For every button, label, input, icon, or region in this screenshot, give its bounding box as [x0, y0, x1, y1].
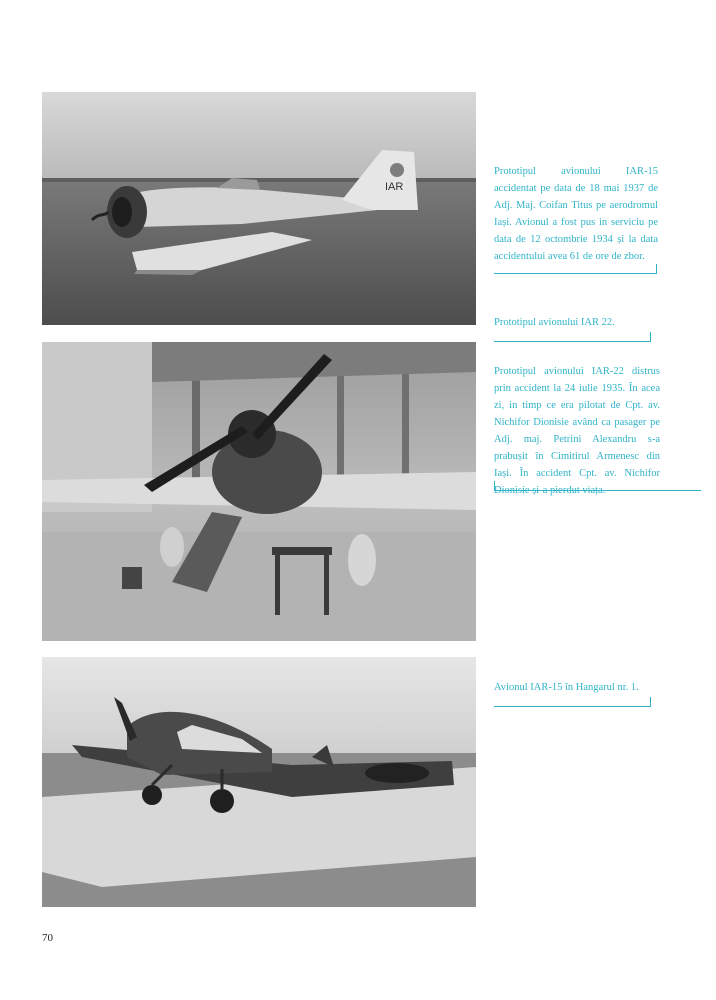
caption-photo2-short [494, 314, 654, 331]
caption-photo2-text: Prototipul avionului IAR-22 distrus prin accident la 24 iulie 1935. În acea zi, in timp ce era pilotat de Cpt. av. Nichifor Dionisie având ca pasager pe Adj. maj. Petrini Alexandru s-a prabușit în Cimitirul Armenesc din Iași. În accident Cpt. av. Nichifor Dionisie și-a pierdut viața. [494, 366, 660, 496]
photo-iar15-hangar [42, 657, 476, 907]
caption-photo1-text: Prototipul avionului IAR-15 accidentat pe data de 18 mai 1937 de Adj. Maj. Coifan Titus pe aerodromul Iași. Avionul a fost pus in serviciu pe data de 12 octombrie 1934 și la data accidentului avea 61 de ore de zbor. [494, 166, 658, 262]
caption-photo2-rule [494, 481, 701, 491]
caption-photo1-rule [494, 264, 657, 274]
caption-photo1 [494, 163, 658, 265]
caption-photo2 [494, 363, 660, 499]
page-number: 70 [42, 932, 53, 944]
photo-iar22-hangar [42, 342, 476, 641]
tail-marking: IAR [385, 181, 404, 193]
photo-iar15-accident [42, 92, 476, 325]
caption-photo3-text: Avionul IAR-15 în Hangarul nr. 1. [494, 682, 639, 693]
caption-photo2-short-rule [494, 332, 651, 342]
caption-photo2-short-text: Prototipul avionului IAR 22. [494, 317, 615, 328]
caption-photo3-rule [494, 697, 651, 707]
caption-photo3 [494, 679, 654, 696]
